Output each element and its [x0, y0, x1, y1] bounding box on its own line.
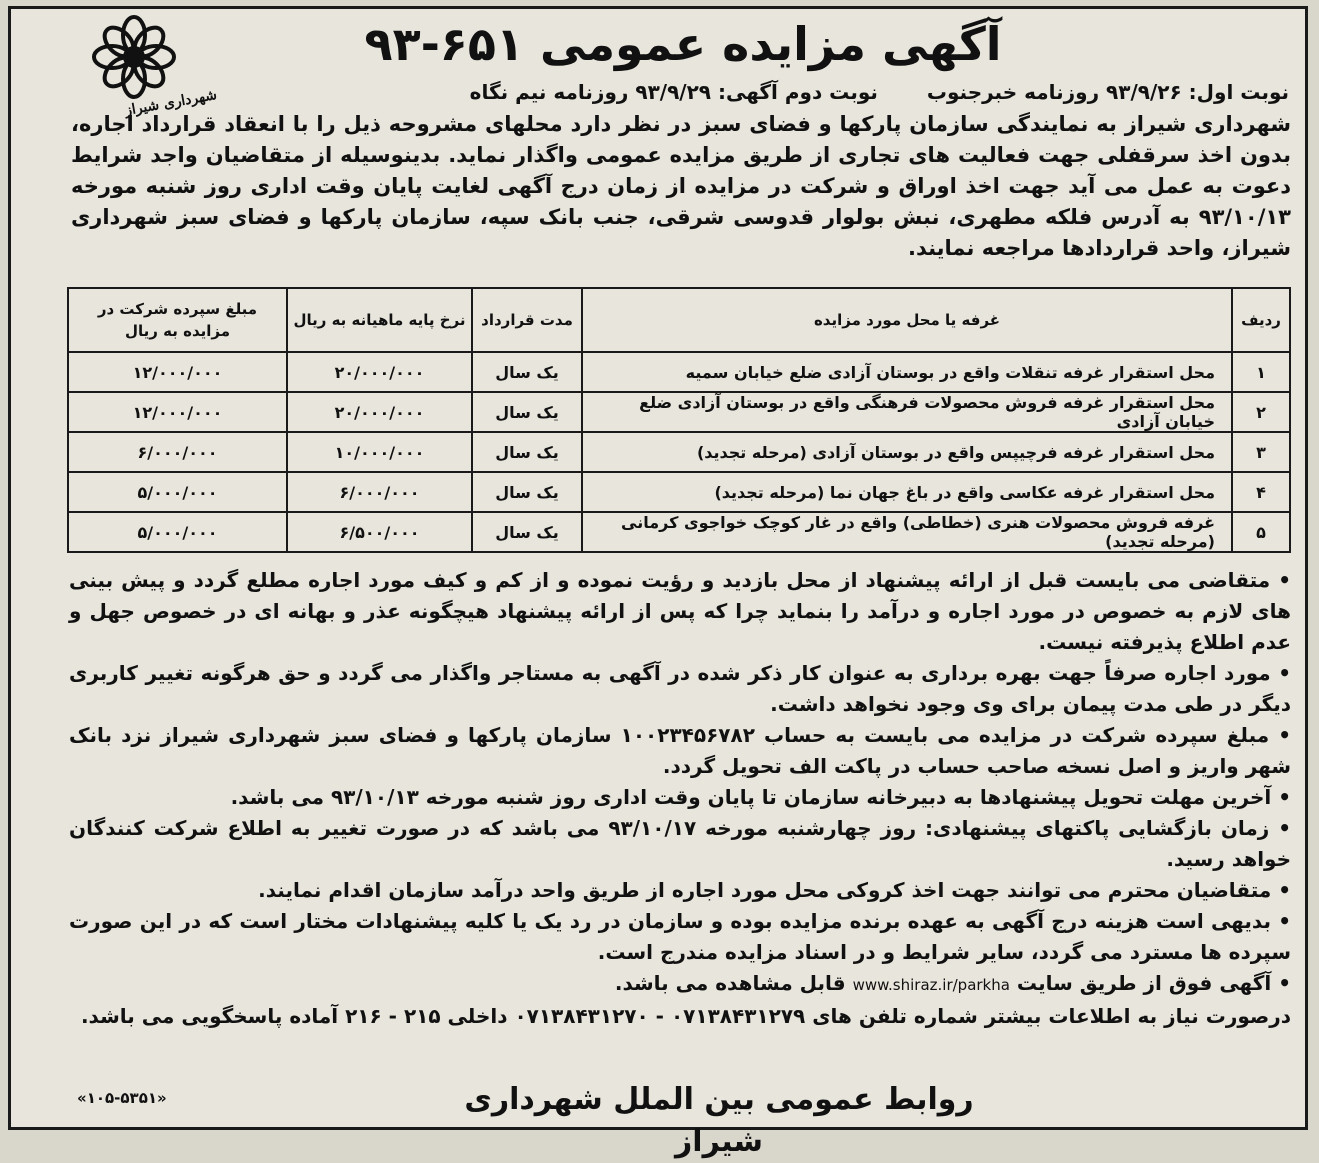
- condition-item: • مورد اجاره صرفاً جهت بهره برداری به عنوان کار ذکر شده در آگهی به مستاجر واگذار می گردد و حق هرگونه تغییر کاربری دیگر در طی مدت پیمان برای وی وجود نخواهد داشت.: [69, 661, 1291, 716]
- logo-caption: شهرداری شیراز: [123, 87, 219, 119]
- row-number: ۱: [1232, 352, 1290, 392]
- auction-table: [67, 287, 1291, 553]
- notice-body: [63, 9, 1299, 1159]
- condition-item: • متقاضی می بایست قبل از ارائه پیشنهاد از محل بازدید و رؤیت نموده و از کم و کیف مورد اجاره مطلع گردد و پیش بینی های لازم به خصوص در مورد اجاره و درآمد را بنماید چرا که پس از ارائه پیشنهاد هیچگونه عذر و بهانه ای در خصوص جهل و عدم اطلاع پذیرفته نیست.: [69, 568, 1291, 654]
- table-row: [68, 472, 1290, 512]
- second-publication: نوبت دوم آگهی: ۹۳/۹/۲۹ روزنامه نیم نگاه: [469, 80, 878, 104]
- row-number: ۳: [1232, 432, 1290, 472]
- first-publication: نوبت اول: ۹۳/۹/۲۶ روزنامه خبرجنوب: [926, 80, 1289, 104]
- table-row: [68, 512, 1290, 552]
- website-link[interactable]: www.shiraz.ir/parkha: [852, 976, 1010, 994]
- header-base-rate: نرخ پایه ماهیانه به ریال: [287, 288, 472, 352]
- table-row: [68, 352, 1290, 392]
- conditions-list: [69, 565, 1291, 1032]
- condition-item: • زمان بازگشایی پاکتهای پیشنهادی: روز چهارشنبه مورخه ۹۳/۱۰/۱۷ می باشد که در صورت تغییر به اطلاع شرکت کنندگان خواهد رسید.: [69, 816, 1291, 871]
- row-duration: یک سال: [472, 432, 582, 472]
- row-deposit: ۵/۰۰۰/۰۰۰: [68, 512, 287, 552]
- row-deposit: ۶/۰۰۰/۰۰۰: [68, 432, 287, 472]
- row-deposit: ۱۲/۰۰۰/۰۰۰: [68, 392, 287, 432]
- intro-paragraph: شهرداری شیراز به نمایندگی سازمان پارکها و فضای سبز در نظر دارد محلهای مشروحه ذیل را با انعقاد قرارداد اجاره، بدون اخذ سرقفلی جهت فعالیت های تجاری از طریق مزایده عمومی واگذار نماید. بدینوسیله از متقاضیان واجد شرایط دعوت به عمل می آید جهت اخذ اوراق و شرکت در مزایده از زمان درج آگهی لغایت پایان وقت اداری روز شنبه مورخه ۹۳/۱۰/۱۳ به آدرس فلکه مطهری، نبش بولوار قدوسی شرقی، جنب بانک سپه، سازمان پارکها و فضای سبز شهرداری شیراز، واحد قراردادها مراجعه نمایند.: [71, 112, 1291, 260]
- website-note-post: قابل مشاهده می باشد.: [614, 971, 846, 995]
- table-row: [68, 432, 1290, 472]
- condition-item: • مبلغ سپرده شرکت در مزایده می بایست به حساب ۱۰۰۲۳۴۵۶۷۸۲ سازمان پارکها و فضای سبز شهرداری شیراز نزد بانک شهر واریز و اصل نسخه صاحب حساب در پاکت الف تحویل گردد.: [69, 723, 1291, 778]
- header-location: غرفه یا محل مورد مزایده: [582, 288, 1232, 352]
- row-base-rate: ۲۰/۰۰۰/۰۰۰: [287, 352, 472, 392]
- website-note: [69, 968, 1291, 1001]
- footer-signature: روابط عمومی بین الملل شهرداری شیراز: [464, 1082, 974, 1159]
- row-deposit: ۱۲/۰۰۰/۰۰۰: [68, 352, 287, 392]
- flower-logo-icon: [75, 15, 193, 105]
- row-location: محل استقرار غرفه عکاسی واقع در باغ جهان نما (مرحله تجدید): [582, 472, 1232, 512]
- table-header-row: [68, 288, 1290, 352]
- row-location: محل استقرار غرفه تنقلات واقع در بوستان آزادی ضلع خیابان سمیه: [582, 352, 1232, 392]
- header-deposit: مبلغ سپرده شرکت در مزایده به ریال: [68, 288, 287, 352]
- condition-item: • آخرین مهلت تحویل پیشنهادها به دبیرخانه سازمان تا پایان وقت اداری روز شنبه مورخه ۹۳/۱۰/۱۳ می باشد.: [230, 785, 1291, 809]
- website-note-pre: • آگهی فوق از طریق سایت: [1016, 971, 1291, 995]
- condition-item: • بدیهی است هزینه درج آگهی به عهده برنده مزایده بوده و سازمان در رد یک یا کلیه پیشنهادات مختار است که در این صورت سپرده ها مسترد می گردد، سایر شرایط و در اسناد مزایده مندرج است.: [69, 909, 1291, 964]
- header-duration: مدت قرارداد: [472, 288, 582, 352]
- row-location: محل استقرار غرفه فرچیپس واقع در بوستان آزادی (مرحله تجدید): [582, 432, 1232, 472]
- row-duration: یک سال: [472, 352, 582, 392]
- row-deposit: ۵/۰۰۰/۰۰۰: [68, 472, 287, 512]
- row-location: غرفه فروش محصولات هنری (خطاطی) واقع در غار کوچک خواجوی کرمانی (مرحله تجدید): [582, 512, 1232, 552]
- table-row: [68, 392, 1290, 432]
- row-base-rate: ۲۰/۰۰۰/۰۰۰: [287, 392, 472, 432]
- row-location: محل استقرار غرفه فروش محصولات فرهنگی واقع در بوستان آزادی ضلع خیابان آزادی: [582, 392, 1232, 432]
- row-duration: یک سال: [472, 392, 582, 432]
- publication-dates: [239, 77, 1289, 107]
- row-duration: یک سال: [472, 512, 582, 552]
- row-number: ۲: [1232, 392, 1290, 432]
- condition-item: • متقاضیان محترم می توانند جهت اخذ کروکی محل مورد اجاره از طریق واحد درآمد سازمان اقدام نمایند.: [258, 878, 1291, 902]
- row-number: ۵: [1232, 512, 1290, 552]
- row-base-rate: ۶/۵۰۰/۰۰۰: [287, 512, 472, 552]
- notice-code: «۱۰۵-۵۳۵۱»: [77, 1089, 167, 1107]
- row-number: ۴: [1232, 472, 1290, 512]
- notice-sheet: [8, 6, 1308, 1159]
- notice-title: آگهی مزایده عمومی ۶۵۱-۹۳: [364, 17, 1002, 71]
- row-duration: یک سال: [472, 472, 582, 512]
- row-base-rate: ۶/۰۰۰/۰۰۰: [287, 472, 472, 512]
- row-base-rate: ۱۰/۰۰۰/۰۰۰: [287, 432, 472, 472]
- contact-info: درصورت نیاز به اطلاعات بیشتر شماره تلفن های ۰۷۱۳۸۴۳۱۲۷۹ - ۰۷۱۳۸۴۳۱۲۷۰ داخلی ۲۱۵ - ۲۱۶ آماده پاسخگویی می باشد.: [80, 1004, 1291, 1028]
- header-row-number: ردیف: [1232, 288, 1290, 352]
